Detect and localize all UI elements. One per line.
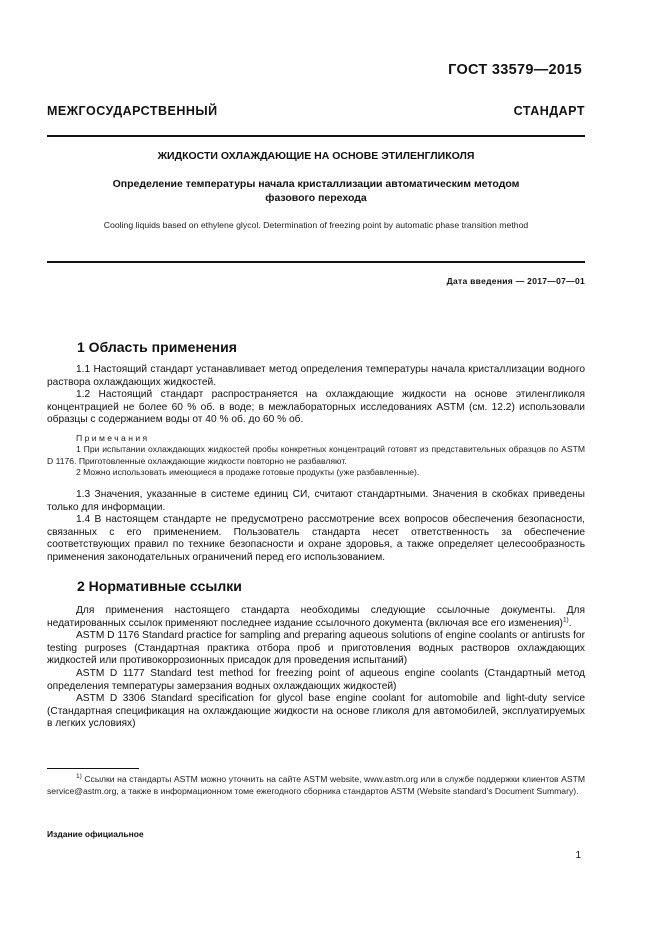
official-edition-label: Издание официальное <box>47 829 144 839</box>
footnote-rule <box>47 768 139 769</box>
section-2-paragraphs <box>47 605 585 731</box>
paragraph-1-4: 1.4 В настоящем стандарте не предусмотрено рассмотрение всех вопросов обеспечения безопасности, связанных с его применением. Пользователь стандарта несет ответственность за обеспечение соответствующих правил по технике безопасности и охране здоровья, а также определяет целесообразность применения законодательных ограничений перед его использованием. <box>47 514 585 563</box>
section-1-heading: 1 Область применения <box>77 339 237 355</box>
english-title: Cooling liquids based on ethylene glycol. Determination of freezing point by automatic phase transition method <box>103 220 529 230</box>
notes-block <box>47 433 585 479</box>
note-1: 1 При испытании охлаждающих жидкостей пробы конкретных концентраций готовят из представительных образцов по ASTM D 1176. Приготовленные охлаждающие жидкости повторно не разбавляют. <box>47 444 585 466</box>
footnote <box>47 773 585 797</box>
gost-number: ГОСТ 33579—2015 <box>448 62 582 78</box>
notes-heading: Примечания <box>76 433 150 443</box>
document-subtitle <box>90 177 542 205</box>
footnote-ref: 1) <box>562 616 569 624</box>
document-title: ЖИДКОСТИ ОХЛАЖДАЮЩИЕ НА ОСНОВЕ ЭТИЛЕНГЛИКОЛЯ <box>157 150 475 162</box>
footnote-text: Ссылки на стандарты ASTM можно уточнить на сайте ASTM website, www.astm.org или в службе поддержки клиентов ASTM service@astm.org, а также в информационном томе ежегодного сборника стандартов ASTM (Website standard’s Document Summary). <box>47 774 585 796</box>
reference-astm-d3306: ASTM D 3306 Standard specification for glycol base engine coolant for automobile and light-duty service (Стандартная спецификация на охлаждающие жидкости на основе гликоля для автомобилей, эксплуатируемых в легких условиях) <box>47 693 585 730</box>
subtitle-line-2: фазового перехода <box>265 192 367 204</box>
references-intro <box>47 605 585 630</box>
section-1-paragraphs-b <box>47 489 585 565</box>
top-rule <box>47 135 585 137</box>
title-rule <box>47 261 585 263</box>
subtitle-line-1: Определение температуры начала кристаллизации автоматическим методом <box>112 178 520 190</box>
page-number: 1 <box>575 850 581 861</box>
section-2-heading: 2 Нормативные ссылки <box>77 578 242 594</box>
interstate-standard-banner: МЕЖГОСУДАРСТВЕННЫЙ СТАНДАРТ <box>47 104 585 118</box>
introduction-date: Дата введения — 2017—07—01 <box>446 276 585 286</box>
paragraph-1-1: 1.1 Настоящий стандарт устанавливает метод определения температуры начала кристаллизации водного раствора охлаждающих жидкостей. <box>47 364 585 388</box>
references-intro-text: Для применения настоящего стандарта необходимы следующие ссылочные документы. Для недатированных ссылок применяют последнее издание ссылочного документа (включая все его изменения) <box>47 605 585 629</box>
reference-astm-d1176: ASTM D 1176 Standard practice for sampling and preparing aqueous solutions of engine coolants or antirusts for testing purposes (Стандартная практика отбора проб и приготовления водных растворов охлаждающих жидкостей или противокоррозионных присадок для проведения испытаний) <box>47 630 585 667</box>
footnote-marker: 1) <box>76 773 82 781</box>
note-2: 2 Можно использовать имеющиеся в продаже готовые продукты (уже разбавленные). <box>76 467 420 478</box>
references-intro-end: . <box>568 617 572 629</box>
paragraph-1-3: 1.3 Значения, указанные в системе единиц СИ, считают стандартными. Значения в скобках приведены только для информации. <box>47 489 585 513</box>
reference-astm-d1177: ASTM D 1177 Standard test method for freezing point of aqueous engine coolants (Стандартный метод определения температуры замерзания водных охлаждающих жидкостей) <box>47 667 585 692</box>
section-1-paragraphs-a <box>47 364 585 427</box>
paragraph-1-2: 1.2 Настоящий стандарт распространяется на охлаждающие жидкости на основе этиленгликоля концентрацией не более 60 % об. в воде; в межлабораторных исследованиях ASTM (см. 12.2) использовали образцы с содержанием воды от 40 % об. до 60 % об. <box>47 389 585 426</box>
